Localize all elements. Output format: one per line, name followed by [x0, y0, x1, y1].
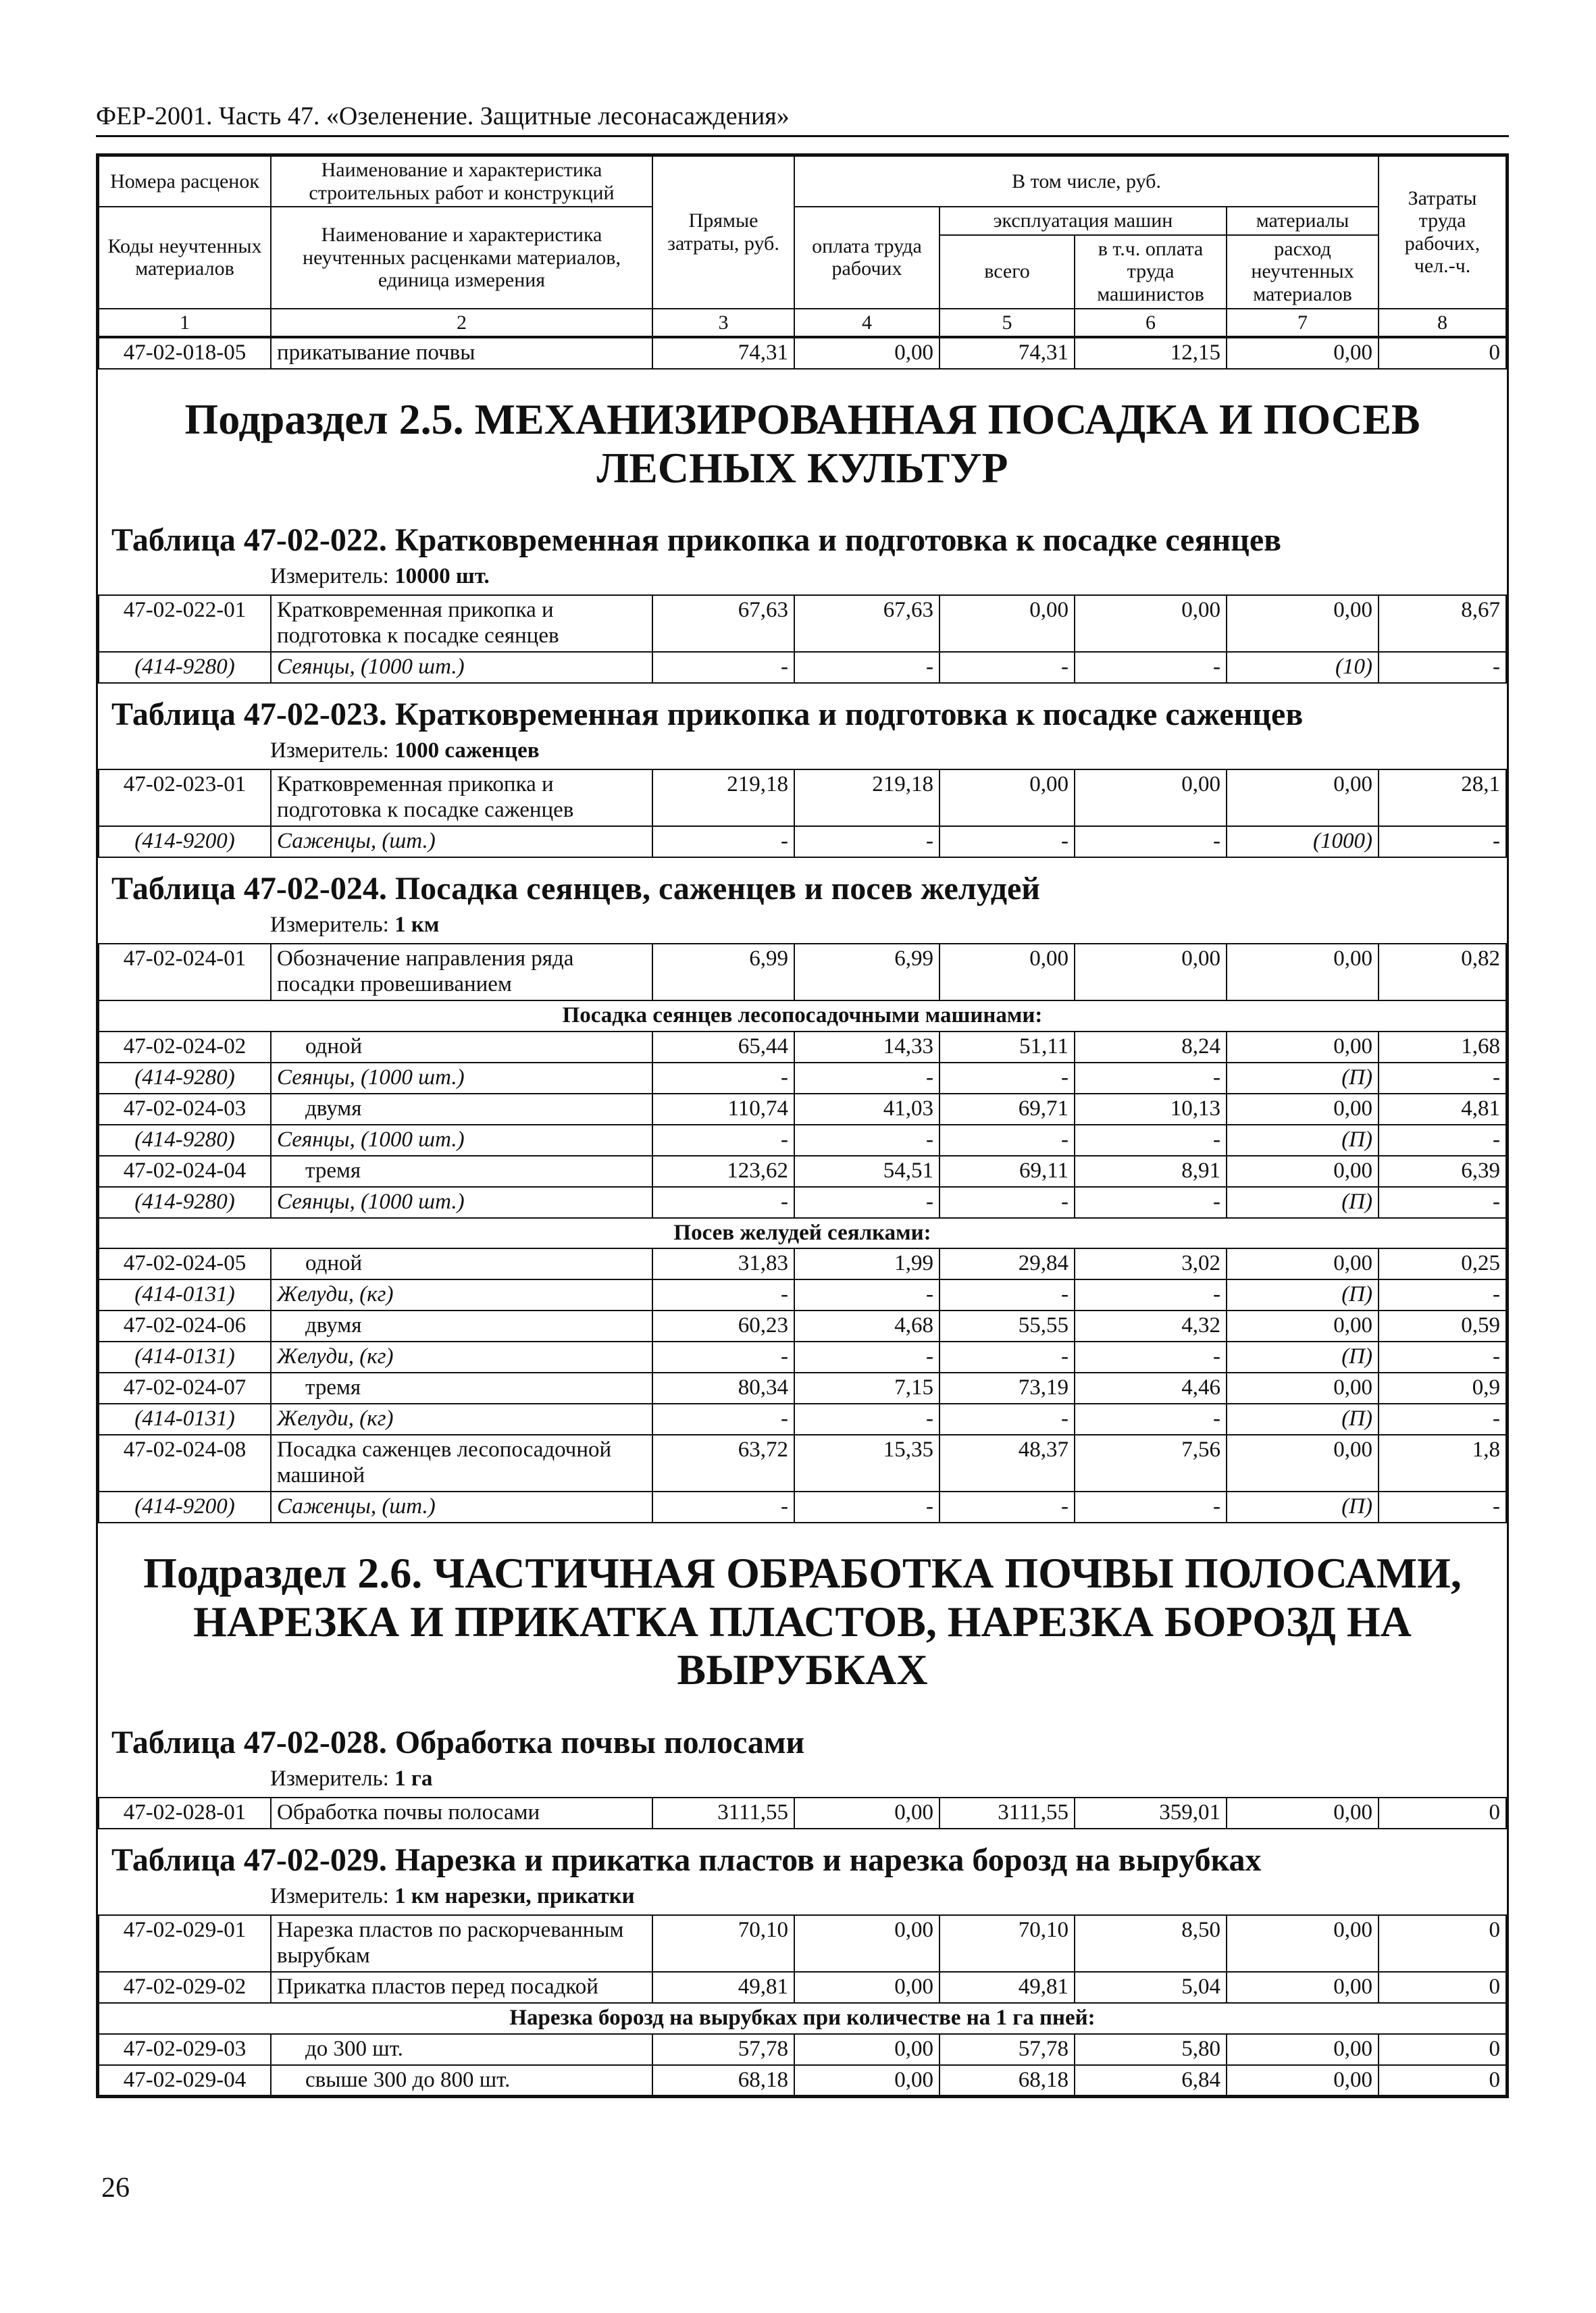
measure-024: Измеритель: 1 км: [270, 913, 440, 938]
rate-table-028: [98, 1797, 1507, 1829]
table-row: 47-02-029-04 свыше 300 до 800 шт. 68,18 0,00 68,18 6,84 0,00 0: [99, 2065, 1506, 2096]
column-header: [98, 155, 1507, 337]
rates-frame: [96, 153, 1509, 2098]
table-row: 47-02-024-01 Обозначение направления ряда посадки провешиванием 6,99 6,99 0,00 0,00 0,00 0,82: [99, 944, 1506, 1000]
material-row: (414-0131) Желуди, (кг) - - - - (П) -: [99, 1342, 1506, 1373]
table-title-023: Таблица 47-02-023. Кратковременная прикопка и подготовка к посадке саженцев: [111, 696, 1304, 733]
subgroup-heading: Посадка сеянцев лесопосадочными машинами:: [99, 1000, 1506, 1032]
header-machines: эксплуатация машин: [939, 207, 1227, 235]
measure-029: Измеритель: 1 км нарезки, прикатки: [270, 1883, 635, 1908]
group-b-rows: [99, 1248, 1506, 1435]
header-materials: материалы: [1227, 207, 1379, 235]
table-row: 47-02-028-01 Обработка почвы полосами 3111,55 0,00 3111,55 359,01 0,00 0: [99, 1798, 1506, 1829]
table-row: 47-02-029-03 до 300 шт. 57,78 0,00 57,78 5,80 0,00 0: [99, 2034, 1506, 2065]
table-row: 47-02-024-07 тремя 80,34 7,15 73,19 4,46 0,00 0,9: [99, 1373, 1506, 1404]
col-num-5: 5: [939, 309, 1075, 337]
subgroup-heading: Посев желудей сеялками:: [99, 1218, 1506, 1249]
measure-022: Измеритель: 10000 шт.: [270, 564, 490, 589]
col-num-4: 4: [794, 309, 939, 337]
section-title-2-5: Подраздел 2.5. МЕХАНИЗИРОВАННАЯ ПОСАДКА И ПОСЕВ ЛЕСНЫХ КУЛЬТУР: [184, 395, 1420, 492]
subgroup-heading: Нарезка борозд на вырубках при количестве на 1 га пней:: [99, 2003, 1506, 2034]
material-row: (414-9280) Сеянцы, (1000 шт.) - - - - (П) -: [99, 1063, 1506, 1094]
group-a-rows: [99, 1032, 1506, 1218]
rate-table-024: [98, 943, 1507, 1523]
table-title-029: Таблица 47-02-029. Нарезка и прикатка пластов и нарезка борозд на вырубках: [111, 1841, 1262, 1878]
table-row: 47-02-029-01 Нарезка пластов по раскорчеванным вырубкам 70,10 0,00 70,10 8,50 0,00 0: [99, 1915, 1506, 1972]
header-material-codes: Коды неучтенных материалов: [99, 207, 271, 308]
table-row: 47-02-029-02 Прикатка пластов перед посадкой 49,81 0,00 49,81 5,04 0,00 0: [99, 1972, 1506, 2003]
header-material-name: Наименование и характеристика неучтенных расценками материалов, единица измерения: [271, 207, 652, 308]
material-row: (414-9280) Сеянцы, (1000 шт.) - - - - (П) -: [99, 1125, 1506, 1156]
material-row: (414-9280) Сеянцы, (1000 шт.) - - - - (10) -: [99, 652, 1506, 683]
material-row: (414-9280) Сеянцы, (1000 шт.) - - - - (П) -: [99, 1187, 1506, 1218]
rate-table-018: [98, 337, 1507, 370]
rate-table-023: [98, 769, 1507, 858]
table-row: 47-02-024-05 одной 31,83 1,99 29,84 3,02 0,00 0,25: [99, 1248, 1506, 1279]
header-machines-total: всего: [939, 235, 1075, 309]
col-num-8: 8: [1379, 309, 1506, 337]
col-num-2: 2: [271, 309, 652, 337]
table-row: 47-02-024-02 одной 65,44 14,33 51,11 8,24 0,00 1,68: [99, 1032, 1506, 1063]
table-row: 47-02-024-06 двумя 60,23 4,68 55,55 4,32 0,00 0,59: [99, 1311, 1506, 1342]
table-title-024: Таблица 47-02-024. Посадка сеянцев, саженцев и посев желудей: [111, 871, 1040, 907]
table-row: 47-02-022-01 Кратковременная прикопка и подготовка к посадке сеянцев 67,63 67,63 0,00 0,00 0,00 8,67: [99, 595, 1506, 652]
header-rate-numbers: Номера расценок: [99, 156, 271, 207]
header-unaccounted-materials: расход неучтенных материалов: [1227, 235, 1379, 309]
measure-028: Измеритель: 1 га: [270, 1766, 433, 1791]
header-work-name: Наименование и характеристика строительных работ и конструкций: [271, 156, 652, 207]
page-number: 26: [101, 2172, 130, 2204]
header-labor-costs: Затраты труда рабочих, чел.-ч.: [1379, 156, 1506, 309]
measure-023: Измеритель: 1000 саженцев: [270, 738, 540, 763]
col-num-6: 6: [1075, 309, 1227, 337]
col-num-3: 3: [652, 309, 794, 337]
material-row: (414-0131) Желуди, (кг) - - - - (П) -: [99, 1279, 1506, 1311]
header-direct-costs: Прямые затраты, руб.: [652, 156, 794, 309]
table-row: 47-02-024-03 двумя 110,74 41,03 69,71 10,13 0,00 4,81: [99, 1094, 1506, 1125]
table-row: 47-02-023-01 Кратковременная прикопка и подготовка к посадке саженцев 219,18 219,18 0,00 0,00 0,00 28,1: [99, 769, 1506, 826]
table-title-028: Таблица 47-02-028. Обработка почвы полосами: [111, 1724, 805, 1760]
table-row: 47-02-024-04 тремя 123,62 54,51 69,11 8,91 0,00 6,39: [99, 1156, 1506, 1187]
header-including: В том числе, руб.: [794, 156, 1379, 207]
table-row: 47-02-024-08 Посадка саженцев лесопосадочной машиной 63,72 15,35 48,37 7,56 0,00 1,8: [99, 1435, 1506, 1492]
material-row: (414-9200) Саженцы, (шт.) - - - - (П) -: [99, 1492, 1506, 1523]
header-machinist-pay: в т.ч. оплата труда машинистов: [1075, 235, 1227, 309]
material-row: (414-0131) Желуди, (кг) - - - - (П) -: [99, 1404, 1506, 1435]
col-num-7: 7: [1227, 309, 1379, 337]
running-head: ФЕР-2001. Часть 47. «Озеленение. Защитные лесонасаждения»: [96, 101, 1509, 137]
rate-table-029: [98, 1914, 1507, 2097]
table-title-022: Таблица 47-02-022. Кратковременная прикопка и подготовка к посадке сеянцев: [111, 522, 1282, 559]
document-page: [96, 101, 1509, 2098]
col-num-1: 1: [99, 309, 271, 337]
table-row: 47-02-018-05 прикатывание почвы 74,31 0,00 74,31 12,15 0,00 0: [99, 338, 1506, 369]
rate-table-022: [98, 594, 1507, 684]
section-title-2-6: Подраздел 2.6. ЧАСТИЧНАЯ ОБРАБОТКА ПОЧВЫ ПОЛОСАМИ, НАРЕЗКА И ПРИКАТКА ПЛАСТОВ, НАРЕЗКА БОРОЗД НА ВЫРУБКАХ: [143, 1548, 1462, 1694]
material-row: (414-9200) Саженцы, (шт.) - - - - (1000) -: [99, 826, 1506, 857]
header-worker-pay: оплата труда рабочих: [794, 207, 939, 308]
